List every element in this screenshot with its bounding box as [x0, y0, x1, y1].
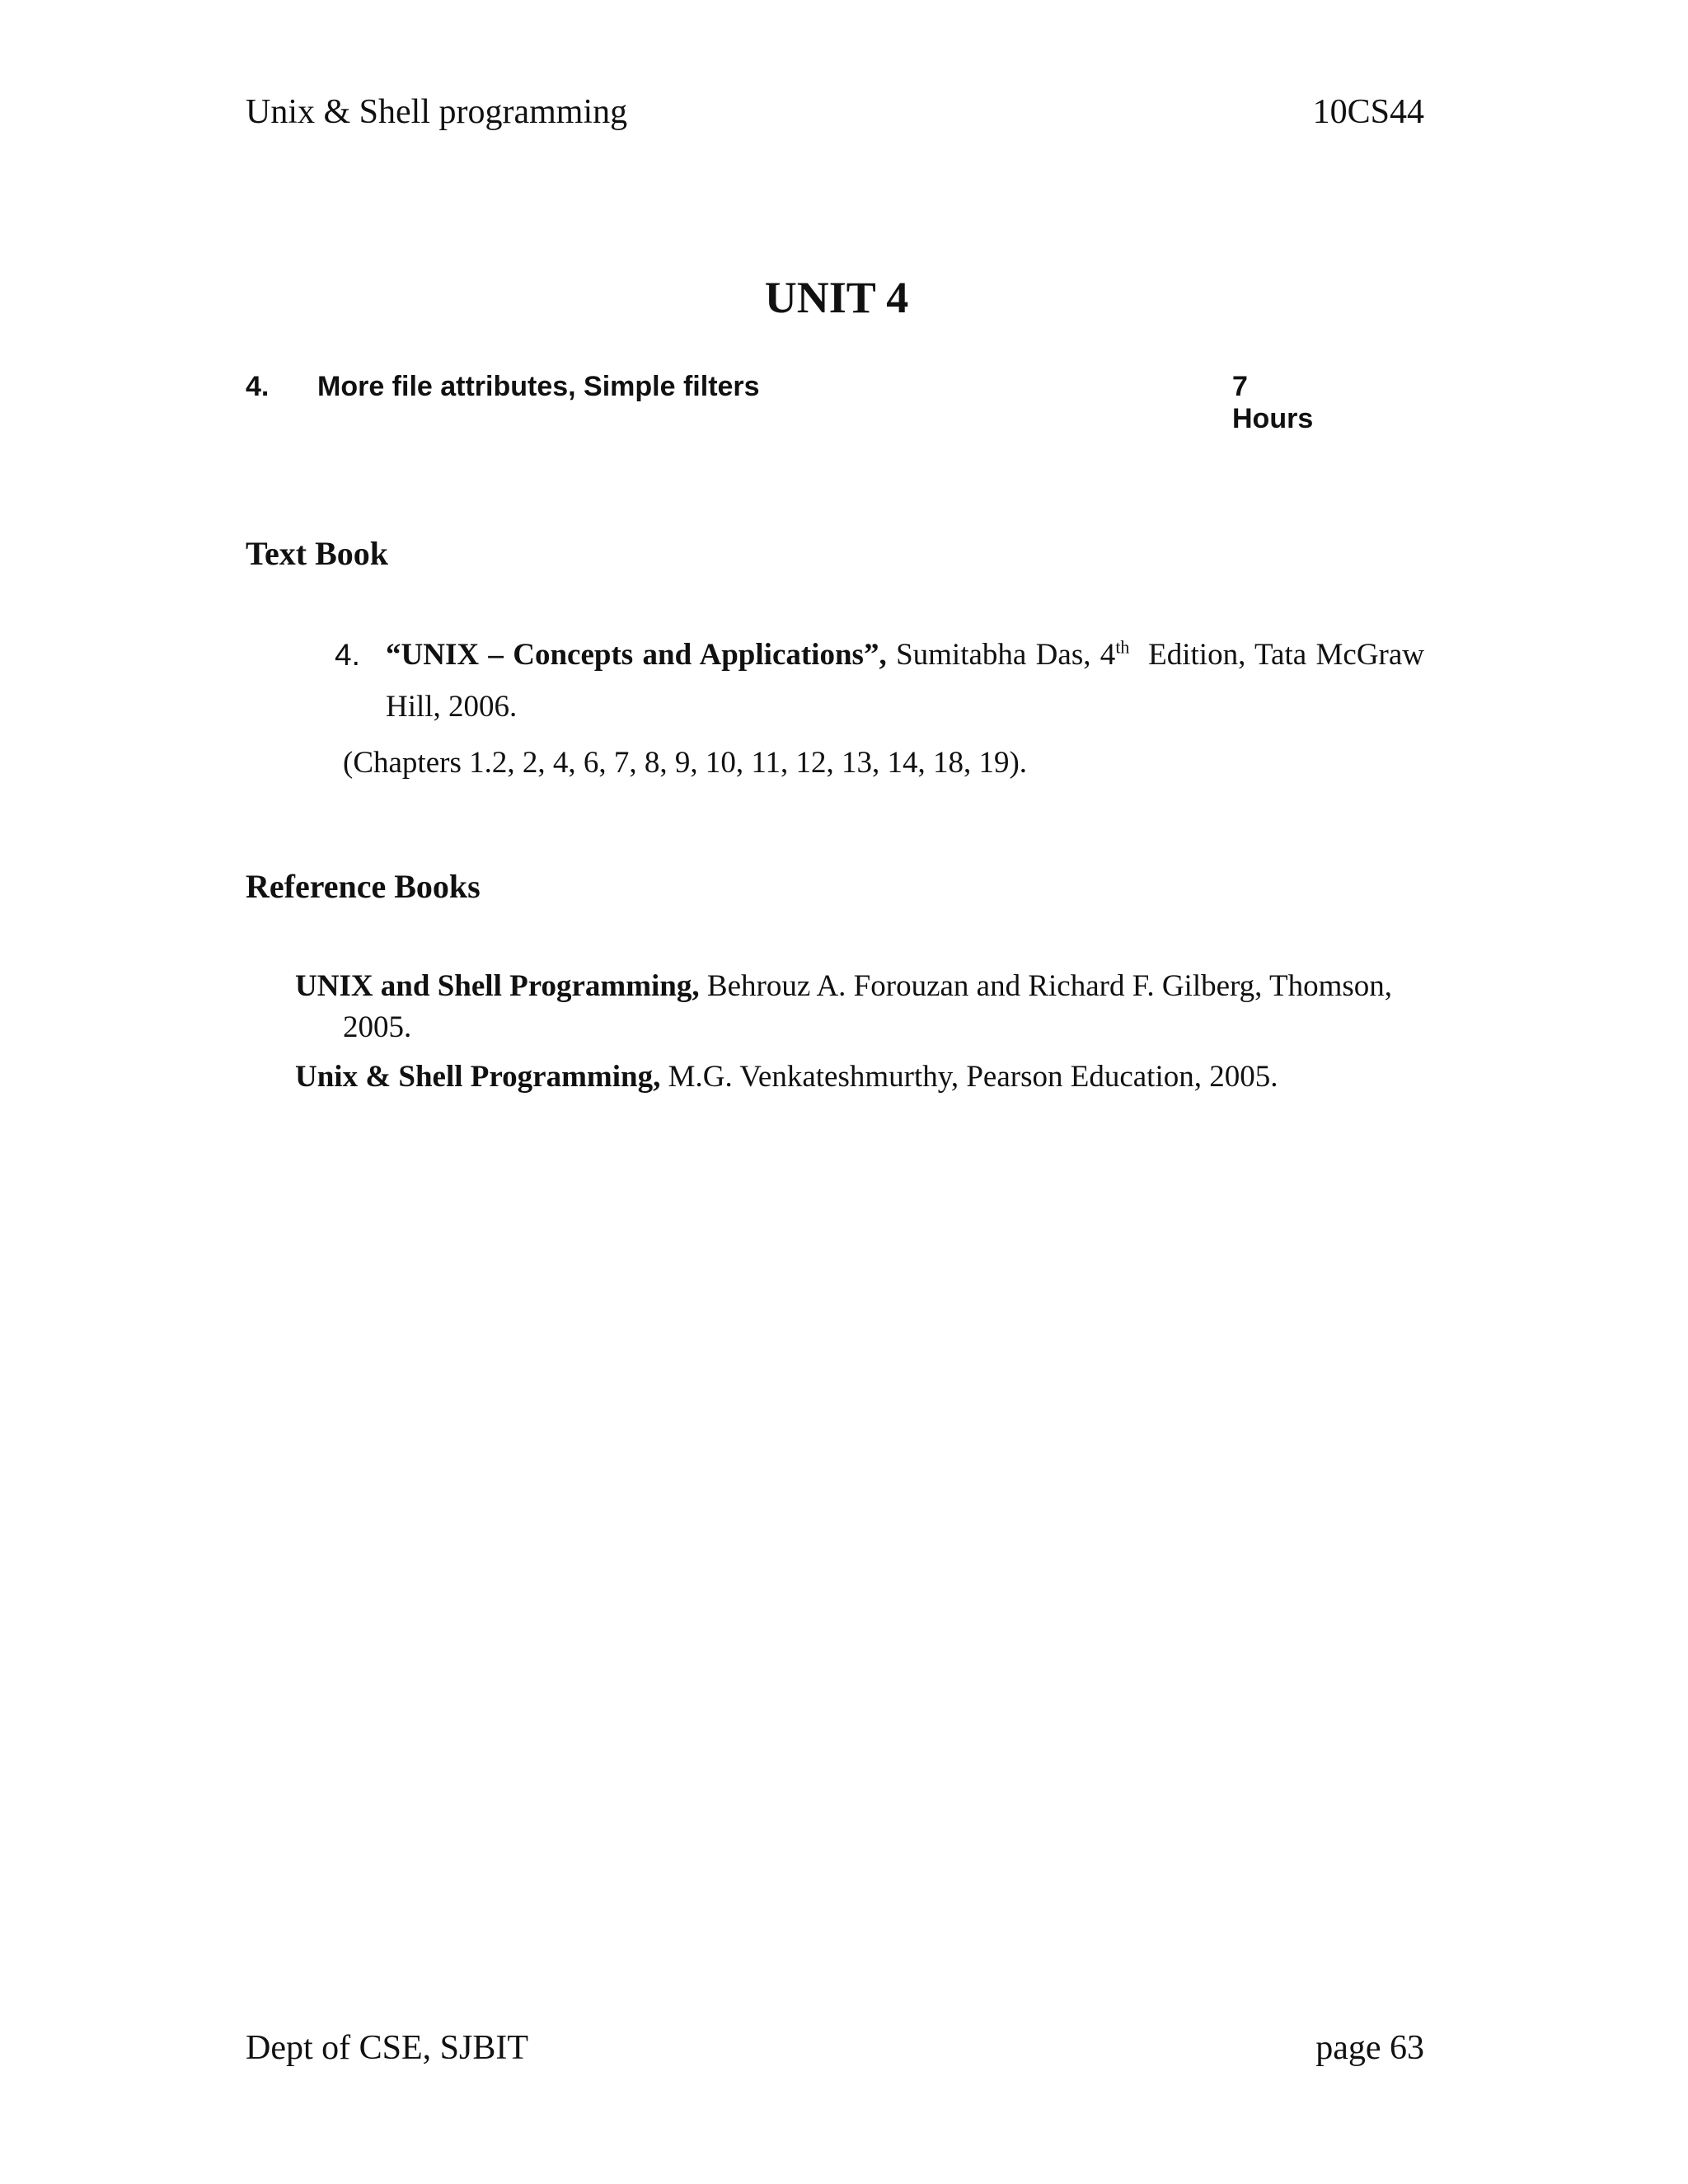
- reference-details: M.G. Venkateshmurthy, Pearson Education, 2005.: [668, 1060, 1278, 1094]
- reference-title: Unix & Shell Programming,: [295, 1060, 661, 1094]
- footer-page-number: page 63: [1315, 2029, 1424, 2067]
- header-course-code: 10CS44: [1312, 93, 1424, 131]
- text-book-heading: Text Book: [246, 535, 389, 572]
- topic-title: More file attributes, Simple filters: [317, 371, 760, 402]
- text-book-edition-publisher: Edition, Tata McGraw: [1148, 638, 1425, 672]
- text-book-chapters: (Chapters 1.2, 2, 4, 6, 7, 8, 9, 10, 11, 12, 13, 14, 18, 19).: [343, 746, 1028, 780]
- topic-number: 4.: [246, 371, 270, 402]
- reference-details-line2: 2005.: [343, 1010, 412, 1044]
- text-book-title: “UNIX – Concepts and Applications”,: [386, 638, 887, 672]
- reference-item: [295, 1057, 1424, 1098]
- reference-books-heading: Reference Books: [246, 868, 481, 905]
- text-book-publisher-line2: Hill, 2006.: [386, 690, 518, 724]
- reference-title: UNIX and Shell Programming,: [295, 969, 700, 1003]
- text-book-entry-number: 4.: [335, 638, 360, 672]
- topic-hours: 7 Hours: [1232, 371, 1314, 434]
- text-book-author: Sumitabha Das, 4: [896, 638, 1116, 672]
- header-course-title: Unix & Shell programming: [246, 93, 628, 131]
- reference-item: [295, 966, 1424, 1048]
- footer-department: Dept of CSE, SJBIT: [246, 2029, 529, 2067]
- text-book-entry: [335, 629, 1424, 733]
- reference-details: Behrouz A. Forouzan and Richard F. Gilberg, Thomson,: [706, 969, 1393, 1003]
- text-book-edition-superscript: th: [1115, 636, 1130, 658]
- unit-title: UNIT 4: [764, 273, 909, 322]
